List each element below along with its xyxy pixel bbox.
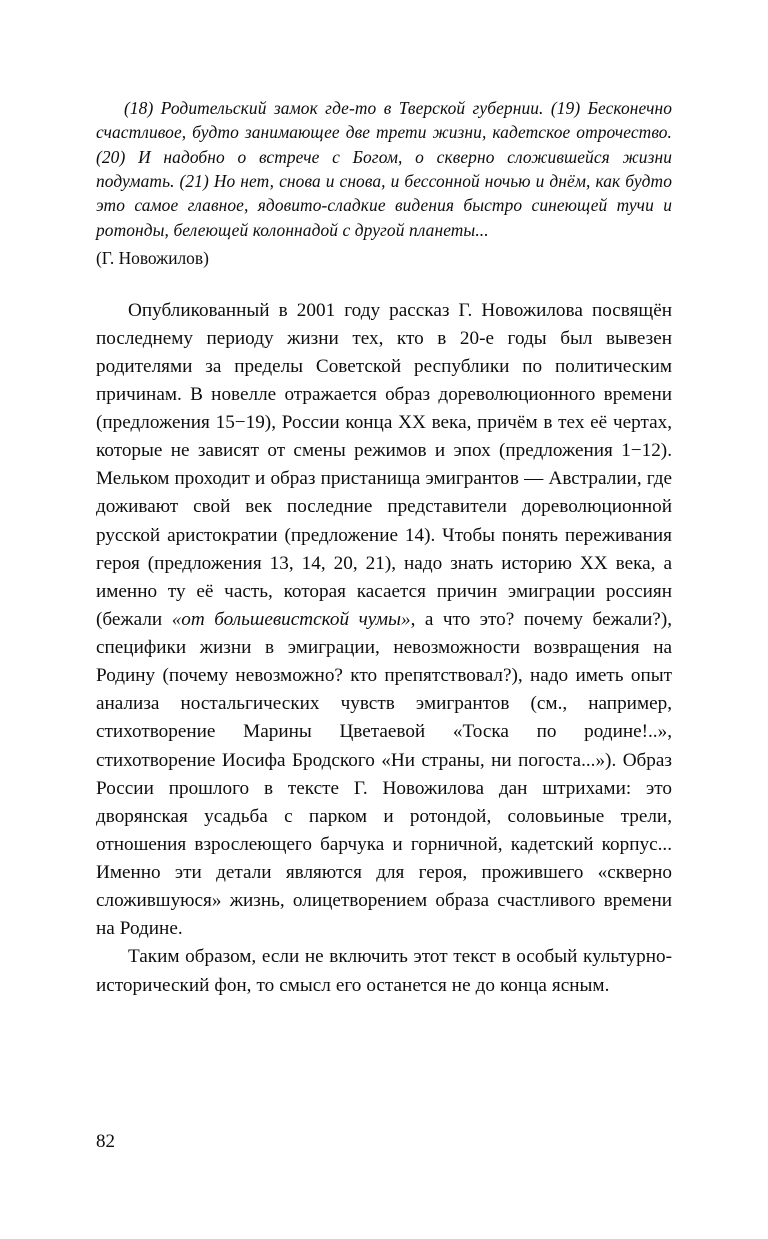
body-text: [96, 297, 672, 1000]
body-paragraph: [96, 297, 672, 944]
body-paragraph: [96, 943, 672, 999]
page-number: 82: [96, 1131, 115, 1152]
epigraph-attribution: (Г. Новожилов): [96, 248, 209, 269]
paragraph-text: , а что это? почему бежали?), специфики жизни в эмиграции, невозможности возвращения на Родину (почему невозможно? кто препятствовал?), надо иметь опыт анализа ностальгических чувств эмигрантов (см., например, стихотворение Марины Цветаевой «Тоска по родине!..», стихотворение Иосифа Бродского «Ни страны, ни погоста...»). Образ России прошлого в тексте Г. Новожилова дан штрихами: это дворянская усадьба с парком и ротондой, соловьиные трели, отношения взрослеющего барчука и горничной, кадетский корпус... Именно эти детали являются для героя, прожившего «скверно сложившуюся» жизнь, олицетворением образа счастливого времени на Родине.: [96, 608, 673, 940]
paragraph-text: Опубликованный в 2001 году рассказ Г. Новожилова посвящён последнему периоду жизни тех, кто в 20-е годы был вывезен родителями за пределы Советской республики по политическим причинам. В новелле отражается образ дореволюционного времени (предложения 15−19), России конца XX века, причём в тех её чертах, которые не зависят от смены режимов и эпох (предложения 1−12). Мельком проходит и образ пристанища эмигрантов — Австралии, где доживают свой век последние представители дореволюционной русской аристократии (предложение 14). Чтобы понять переживания героя (предложения 13, 14, 20, 21), надо знать историю XX века, а именно ту её часть, которая касается причин эмиграции россиян (бежали: [96, 299, 672, 630]
paragraph-text: Таким образом, если не включить этот текст в особый культурно-исторический фон, то смысл его останется не до конца ясным.: [96, 946, 672, 996]
epigraph-quote: (18) Родительский замок где-то в Тверской губернии. (19) Бесконечно счастливое, будто занимающее две трети жизни, кадетское отрочество. (20) И надобно о встрече с Богом, о скверно сложившейся жизни подумать. (21) Но нет, снова и снова, и бессонной ночью и днём, как будто это самое главное, ядовито-сладкие видения быстро синеющей тучи и ротонды, белеющей колоннадой с другой планеты...: [96, 98, 672, 240]
emphasis-text: «от большевистской чумы»: [171, 608, 411, 630]
